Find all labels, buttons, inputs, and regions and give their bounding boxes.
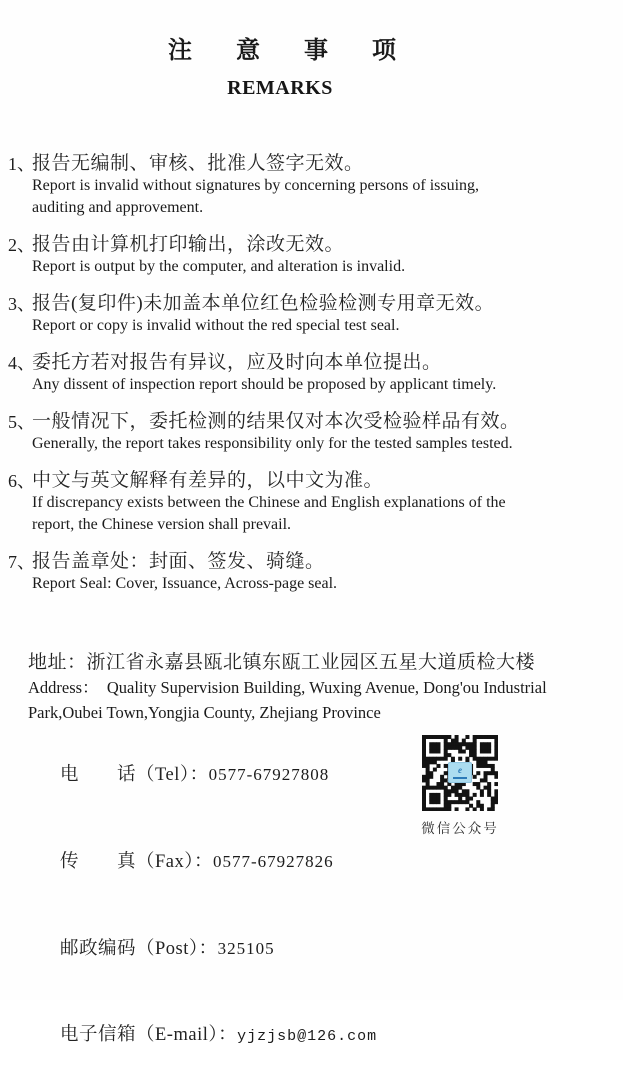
remark-number: 4、: [8, 353, 35, 373]
remark-english-line: If discrepancy exists between the Chinese and English explanations of the: [32, 494, 506, 511]
qr-code: [422, 735, 498, 811]
contact-row: [28, 914, 418, 984]
remark-english-text: [32, 433, 618, 455]
list-item: [8, 551, 618, 595]
remark-number: 7、: [8, 552, 35, 572]
contact-label: 电 话（Tel）：: [60, 765, 209, 785]
remark-body: [32, 352, 618, 396]
list-item: [8, 470, 618, 536]
remark-number: 3、: [8, 294, 35, 314]
remark-english-line: report, the Chinese version shall prevail.: [32, 516, 292, 533]
contact-value: yjzjsb@126.com: [237, 1028, 378, 1045]
remark-chinese-text: 中文与英文解释有差异的，以中文为准。: [32, 470, 384, 491]
remark-body: [32, 551, 618, 595]
page-title-english: REMARKS: [227, 77, 333, 99]
remark-chinese-text: 报告无编制、审核、批准人签字无效。: [32, 153, 364, 174]
contact-row: [28, 740, 418, 810]
remark-english-text: [32, 315, 618, 337]
contact-label: 电子信箱（E-mail）：: [60, 1025, 238, 1045]
contact-label: 邮政编码（Post）：: [60, 939, 218, 959]
contact-label: 传 真（Fax）：: [60, 852, 214, 872]
qr-center-logo: [448, 762, 472, 783]
remark-english-text: [32, 175, 618, 219]
wechat-qr-block: [421, 735, 499, 837]
list-item: [8, 352, 618, 396]
remark-english-line: Report is invalid without signatures by concerning persons of issuing,: [32, 177, 480, 194]
remark-number: 2、: [8, 235, 35, 255]
address-block: [28, 650, 618, 725]
remarks-list: [8, 153, 618, 610]
remark-chinese-text: 委托方若对报告有异议，应及时向本单位提出。: [32, 352, 442, 373]
contact-row: [28, 827, 418, 897]
contact-value: 0577-67927826: [213, 852, 334, 871]
qr-logo-bar: [453, 777, 467, 779]
contact-row: [28, 1001, 418, 1071]
remark-body: [32, 234, 618, 278]
remark-body: [32, 411, 618, 455]
remark-number: 1、: [8, 154, 35, 174]
remark-english-line: Generally, the report takes responsibility only for the tested samples tested.: [32, 435, 513, 452]
remark-english-text: [32, 492, 618, 536]
remark-body: [32, 293, 618, 337]
remark-english-text: [32, 256, 618, 278]
list-item: [8, 411, 618, 455]
remark-chinese-text: 报告由计算机打印输出，涂改无效。: [32, 234, 345, 255]
list-item: [8, 153, 618, 219]
remark-number: 5、: [8, 412, 35, 432]
address-chinese: 地址：浙江省永嘉县瓯北镇东瓯工业园区五星大道质检大楼: [28, 652, 536, 673]
remark-chinese-text: 报告(复印件)未加盖本单位红色检验检测专用章无效。: [32, 293, 495, 314]
address-english: [28, 675, 618, 725]
remark-english-text: [32, 573, 618, 595]
remark-english-line: Report or copy is invalid without the red special test seal.: [32, 317, 400, 334]
remark-english-line: Any dissent of inspection report should be proposed by applicant timely.: [32, 376, 497, 393]
remark-english-line: auditing and approvement.: [32, 199, 204, 216]
contact-value: 0577-67927808: [208, 765, 330, 784]
address-english-line: Park,Oubei Town,Yongjia County, Zhejiang Province: [28, 703, 381, 722]
address-english-line: Address： Quality Supervision Building, Wuxing Avenue, Dong'ou Industrial: [28, 678, 547, 697]
list-item: [8, 234, 618, 278]
remark-body: [32, 470, 618, 536]
remark-english-line: Report is output by the computer, and alteration is invalid.: [32, 258, 406, 275]
qr-caption: 微信公众号: [421, 821, 499, 836]
remark-number: 6、: [8, 471, 35, 491]
remark-english-text: [32, 374, 618, 396]
qr-logo-glyph: e: [458, 765, 462, 775]
contact-block: [28, 740, 418, 1088]
page-title-chinese: 注意事项: [168, 38, 440, 64]
contact-value: 325105: [217, 939, 275, 958]
remark-body: [32, 153, 618, 219]
list-item: [8, 293, 618, 337]
remark-chinese-text: 一般情况下，委托检测的结果仅对本次受检验样品有效。: [32, 411, 520, 432]
remark-chinese-text: 报告盖章处：封面、签发、骑缝。: [32, 551, 325, 572]
remark-english-line: Report Seal: Cover, Issuance, Across-page seal.: [32, 575, 338, 592]
